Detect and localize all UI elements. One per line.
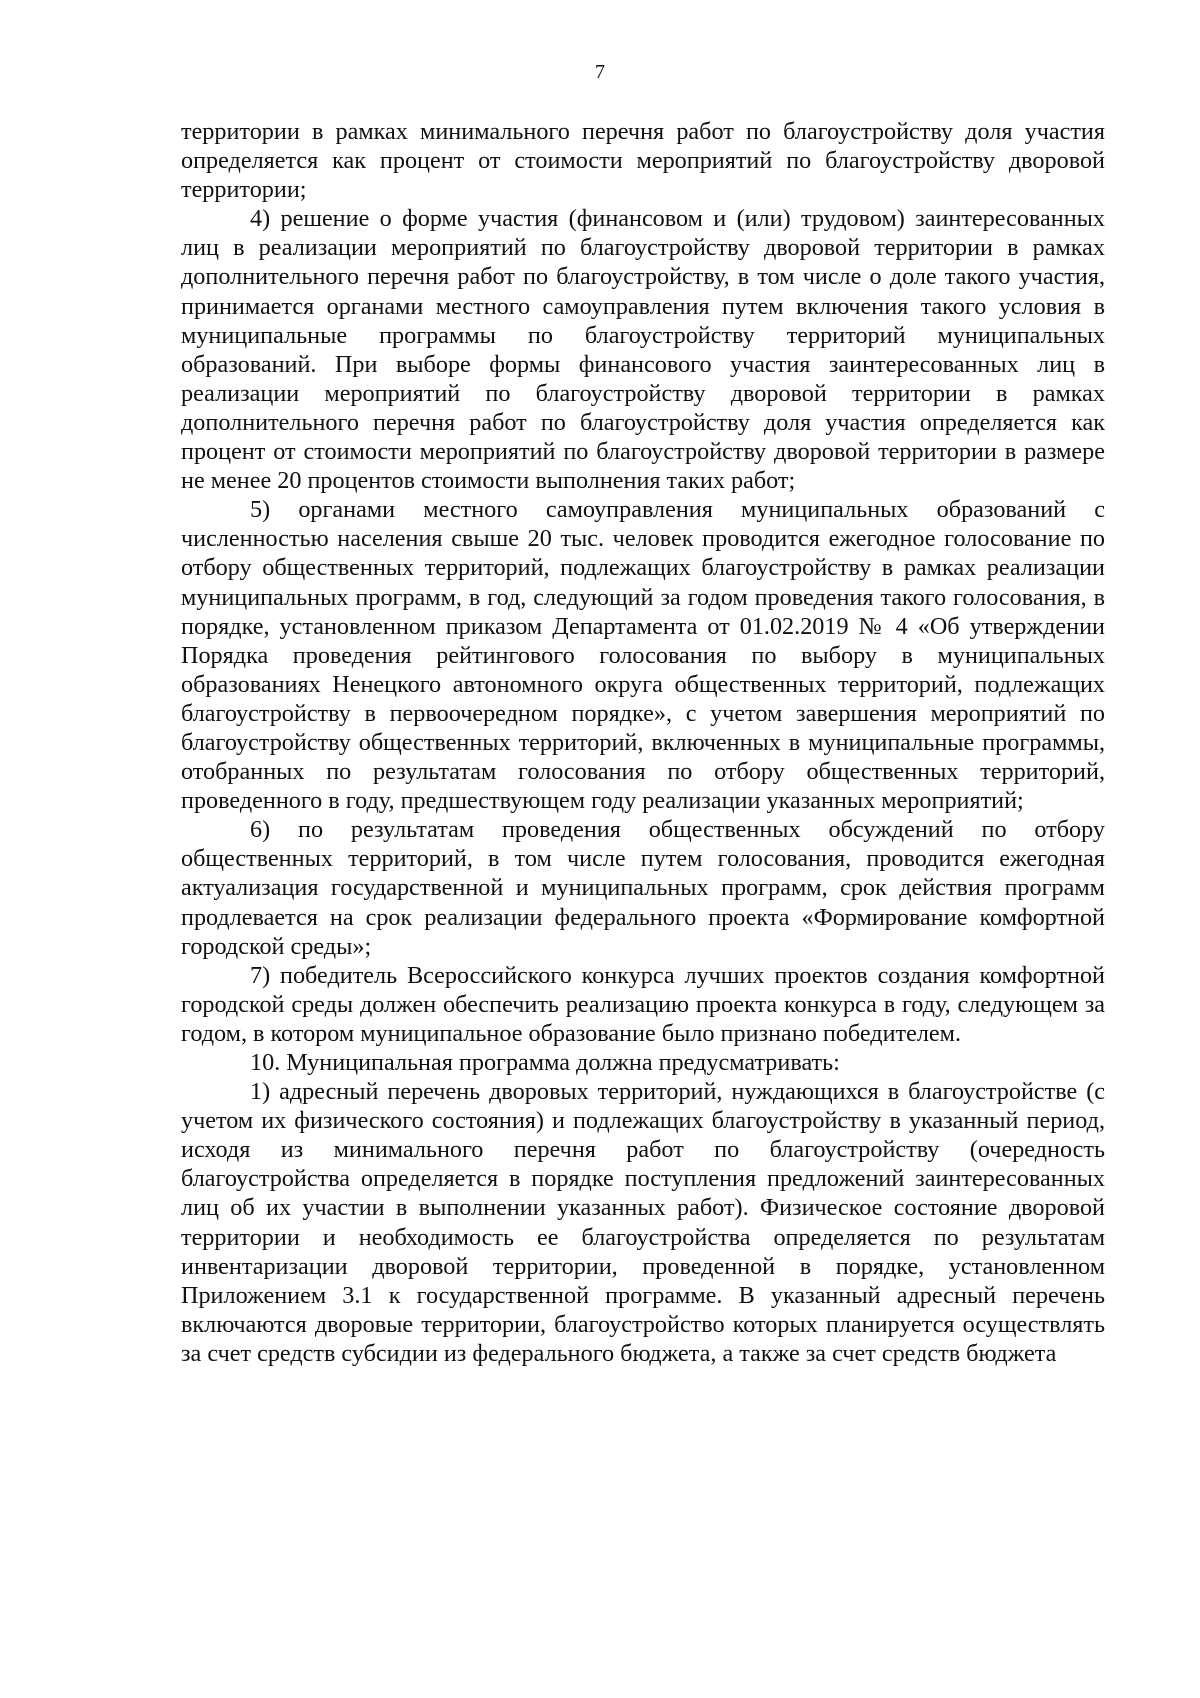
- paragraph-section-10-item-1: 1) адресный перечень дворовых территорий, нуждающихся в благоустройстве (с учетом их физического состояния) и подлежащих благоустройству в указанный период, исходя из минимального перечня работ по благоустройству (очередность благоустройства определяется в порядке поступления предложений заинтересованных лиц об их участии в выполнении указанных работ). Физическое состояние дворовой территории и необходимость ее благоустройства определяется по результатам инвентаризации дворовой территории, проведенной в порядке, установленном Приложением 3.1 к государственной программе. В указанный адресный перечень включаются дворовые территории, благоустройство которых планируется осуществлять за счет средств субсидии из федерального бюджета, а также за счет средств бюджета: [181, 1078, 1105, 1367]
- document-body: [181, 117, 1105, 1368]
- paragraph-item-7: 7) победитель Всероссийского конкурса лучших проектов создания комфортной городской среды должен обеспечить реализацию проекта конкурса в году, следующем за годом, в котором муниципальное образование было признано победителем.: [181, 961, 1105, 1047]
- page-number: 7: [595, 61, 605, 83]
- paragraph-continuation: территории в рамках минимального перечня работ по благоустройству доля участия определяется как процент от стоимости мероприятий по благоустройству дворовой территории;: [181, 118, 1105, 204]
- paragraph-item-5: 5) органами местного самоуправления муниципальных образований с численностью населения свыше 20 тыс. человек проводится ежегодное голосование по отбору общественных территорий, подлежащих благоустройству в рамках реализации муниципальных программ, в год, следующий за годом проведения такого голосования, в порядке, установленном приказом Департамента от 01.02.2019 № 4 «Об утверждении Порядка проведения рейтингового голосования по выбору в муниципальных образованиях Ненецкого автономного округа общественных территорий, подлежащих благоустройству в первоочередном порядке», с учетом завершения мероприятий по благоустройству общественных территорий, включенных в муниципальные программы, отобранных по результатам голосования по отбору общественных территорий, проведенного в году, предшествующем году реализации указанных мероприятий;: [181, 496, 1105, 815]
- paragraph-section-10: 10. Муниципальная программа должна предусматривать:: [250, 1049, 840, 1076]
- paragraph-item-4: 4) решение о форме участия (финансовом и (или) трудовом) заинтересованных лиц в реализации мероприятий по благоустройству дворовой территории в рамках дополнительного перечня работ по благоустройству, в том числе о доле такого участия, принимается органами местного самоуправления путем включения такого условия в муниципальные программы по благоустройству территорий муниципальных образований. При выборе формы финансового участия заинтересованных лиц в реализации мероприятий по благоустройству дворовой территории в рамках дополнительного перечня работ по благоустройству доля участия определяется как процент от стоимости мероприятий по благоустройству дворовой территории в размере не менее 20 процентов стоимости выполнения таких работ;: [181, 205, 1105, 495]
- paragraph-item-6: 6) по результатам проведения общественных обсуждений по отбору общественных территорий, в том числе путем голосования, проводится ежегодная актуализация государственной и муниципальных программ, срок действия программ продлевается на срок реализации федерального проекта «Формирование комфортной городской среды»;: [181, 816, 1105, 960]
